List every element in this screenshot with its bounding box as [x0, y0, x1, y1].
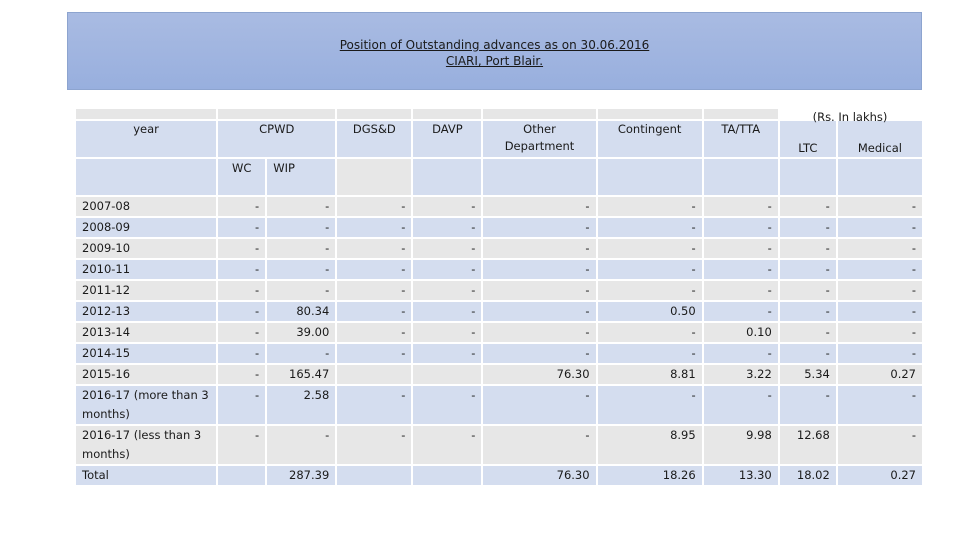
- cell-wc: -: [218, 260, 265, 279]
- unit-note: (Rs. In lakhs): [812, 110, 888, 124]
- cell-ltc: -: [780, 302, 836, 321]
- cell-medical: -: [838, 197, 922, 216]
- cell-other: -: [483, 197, 595, 216]
- cell-medical: -: [838, 386, 922, 424]
- row-year: 2016-17 (more than 3 months): [76, 386, 216, 424]
- cell-tatta: 3.22: [704, 365, 778, 384]
- cell-ltc: -: [780, 197, 836, 216]
- total-other: 76.30: [483, 466, 595, 485]
- cell-wip: -: [267, 426, 335, 464]
- cell-medical: -: [838, 302, 922, 321]
- cell-other: -: [483, 281, 595, 300]
- cell-tatta: -: [704, 344, 778, 363]
- table-row: [76, 302, 922, 321]
- cell-tatta: -: [704, 281, 778, 300]
- cell-davp: -: [413, 386, 481, 424]
- cell-tatta: -: [704, 218, 778, 237]
- cell-dgsd: -: [337, 281, 411, 300]
- row-year: 2011-12: [76, 281, 216, 300]
- cell-medical: -: [838, 239, 922, 258]
- cell-medical: -: [838, 344, 922, 363]
- table-row: [76, 365, 922, 384]
- table-row: [76, 386, 922, 424]
- cell-contingent: -: [598, 260, 702, 279]
- cell-dgsd: -: [337, 302, 411, 321]
- cell-other: -: [483, 323, 595, 342]
- header-year: year: [76, 121, 216, 157]
- cell-dgsd: -: [337, 218, 411, 237]
- cell-ltc: -: [780, 323, 836, 342]
- cell-wip: 80.34: [267, 302, 335, 321]
- cell-contingent: -: [598, 197, 702, 216]
- header-davp: DAVP: [413, 121, 481, 157]
- total-label: Total: [76, 466, 216, 485]
- header-contingent: Contingent: [598, 121, 702, 157]
- cell-tatta: 0.10: [704, 323, 778, 342]
- cell-medical: -: [838, 260, 922, 279]
- row-year: 2015-16: [76, 365, 216, 384]
- table-row: [76, 426, 922, 464]
- title-line-2: CIARI, Port Blair.: [445, 54, 544, 68]
- cell-tatta: -: [704, 239, 778, 258]
- advances-table: [74, 107, 924, 487]
- cell-dgsd: [337, 365, 411, 384]
- cell-wip: -: [267, 344, 335, 363]
- cell-dgsd: -: [337, 260, 411, 279]
- total-ltc: 18.02: [780, 466, 836, 485]
- cell-tatta: -: [704, 260, 778, 279]
- table-row: [76, 344, 922, 363]
- cell-other: -: [483, 260, 595, 279]
- cell-contingent: 8.81: [598, 365, 702, 384]
- cell-dgsd: -: [337, 197, 411, 216]
- cell-contingent: -: [598, 218, 702, 237]
- cell-wc: -: [218, 323, 265, 342]
- cell-wc: -: [218, 426, 265, 464]
- cell-other: -: [483, 239, 595, 258]
- cell-dgsd: -: [337, 386, 411, 424]
- cell-tatta: -: [704, 197, 778, 216]
- header-wip: WIP: [267, 159, 335, 195]
- cell-wc: -: [218, 281, 265, 300]
- cell-wip: -: [267, 260, 335, 279]
- cell-wip: 39.00: [267, 323, 335, 342]
- cell-wc: -: [218, 386, 265, 424]
- table-row: [76, 239, 922, 258]
- cell-wip: -: [267, 239, 335, 258]
- cell-medical: -: [838, 323, 922, 342]
- cell-ltc: -: [780, 386, 836, 424]
- total-tatta: 13.30: [704, 466, 778, 485]
- cell-contingent: -: [598, 344, 702, 363]
- cell-ltc: -: [780, 344, 836, 363]
- cell-wc: -: [218, 197, 265, 216]
- cell-davp: -: [413, 281, 481, 300]
- cell-davp: -: [413, 197, 481, 216]
- cell-dgsd: -: [337, 323, 411, 342]
- cell-dgsd: -: [337, 344, 411, 363]
- row-year: 2014-15: [76, 344, 216, 363]
- cell-contingent: 0.50: [598, 302, 702, 321]
- cell-medical: -: [838, 218, 922, 237]
- cell-davp: -: [413, 260, 481, 279]
- cell-medical: -: [838, 426, 922, 464]
- total-contingent: 18.26: [598, 466, 702, 485]
- total-davp: [413, 466, 481, 485]
- cell-contingent: -: [598, 323, 702, 342]
- cell-ltc: -: [780, 239, 836, 258]
- cell-dgsd: -: [337, 239, 411, 258]
- cell-ltc: 12.68: [780, 426, 836, 464]
- table-row: [76, 323, 922, 342]
- cell-ltc: -: [780, 260, 836, 279]
- title-line-1: Position of Outstanding advances as on 30.06.2016: [339, 38, 650, 52]
- row-year: 2008-09: [76, 218, 216, 237]
- header-wc: WC: [218, 159, 265, 195]
- cell-davp: -: [413, 218, 481, 237]
- cell-wip: -: [267, 197, 335, 216]
- cell-wip: 165.47: [267, 365, 335, 384]
- cell-wc: -: [218, 365, 265, 384]
- row-year: 2016-17 (less than 3 months): [76, 426, 216, 464]
- cell-wip: -: [267, 218, 335, 237]
- cell-ltc: 5.34: [780, 365, 836, 384]
- cell-contingent: -: [598, 281, 702, 300]
- cell-tatta: 9.98: [704, 426, 778, 464]
- cell-tatta: -: [704, 302, 778, 321]
- table-row: [76, 281, 922, 300]
- cell-tatta: -: [704, 386, 778, 424]
- cell-contingent: -: [598, 386, 702, 424]
- row-year: 2007-08: [76, 197, 216, 216]
- cell-contingent: 8.95: [598, 426, 702, 464]
- cell-other: -: [483, 302, 595, 321]
- subheader-row: [76, 159, 922, 195]
- cell-davp: -: [413, 426, 481, 464]
- table-row: [76, 218, 922, 237]
- cell-wip: -: [267, 281, 335, 300]
- cell-wc: -: [218, 218, 265, 237]
- cell-other: 76.30: [483, 365, 595, 384]
- table-row: [76, 260, 922, 279]
- row-year: 2012-13: [76, 302, 216, 321]
- cell-ltc: -: [780, 218, 836, 237]
- total-wc: [218, 466, 265, 485]
- cell-other: -: [483, 426, 595, 464]
- row-year: 2010-11: [76, 260, 216, 279]
- cell-davp: -: [413, 239, 481, 258]
- total-medical: 0.27: [838, 466, 922, 485]
- header-cpwd: CPWD: [218, 121, 335, 157]
- cell-ltc: -: [780, 281, 836, 300]
- cell-other: -: [483, 218, 595, 237]
- cell-medical: 0.27: [838, 365, 922, 384]
- total-wip: 287.39: [267, 466, 335, 485]
- row-year: 2009-10: [76, 239, 216, 258]
- total-row: [76, 466, 922, 485]
- cell-medical: -: [838, 281, 922, 300]
- header-medical: Medical: [838, 121, 922, 157]
- header-dgsd: DGS&D: [337, 121, 411, 157]
- cell-other: -: [483, 344, 595, 363]
- header-other-department: Other Department: [483, 121, 595, 157]
- cell-wc: -: [218, 302, 265, 321]
- header-ltc: LTC: [780, 121, 836, 157]
- cell-wc: -: [218, 344, 265, 363]
- cell-dgsd: -: [337, 426, 411, 464]
- header-ta-tta: TA/TTA: [704, 121, 778, 157]
- cell-wip: 2.58: [267, 386, 335, 424]
- cell-davp: [413, 365, 481, 384]
- table-body: [76, 197, 922, 464]
- total-dgsd: [337, 466, 411, 485]
- cell-davp: -: [413, 344, 481, 363]
- row-year: 2013-14: [76, 323, 216, 342]
- cell-davp: -: [413, 323, 481, 342]
- table-row: [76, 197, 922, 216]
- cell-wc: -: [218, 239, 265, 258]
- title-banner: [67, 12, 922, 90]
- cell-davp: -: [413, 302, 481, 321]
- cell-other: -: [483, 386, 595, 424]
- cell-contingent: -: [598, 239, 702, 258]
- header-row: [76, 121, 922, 157]
